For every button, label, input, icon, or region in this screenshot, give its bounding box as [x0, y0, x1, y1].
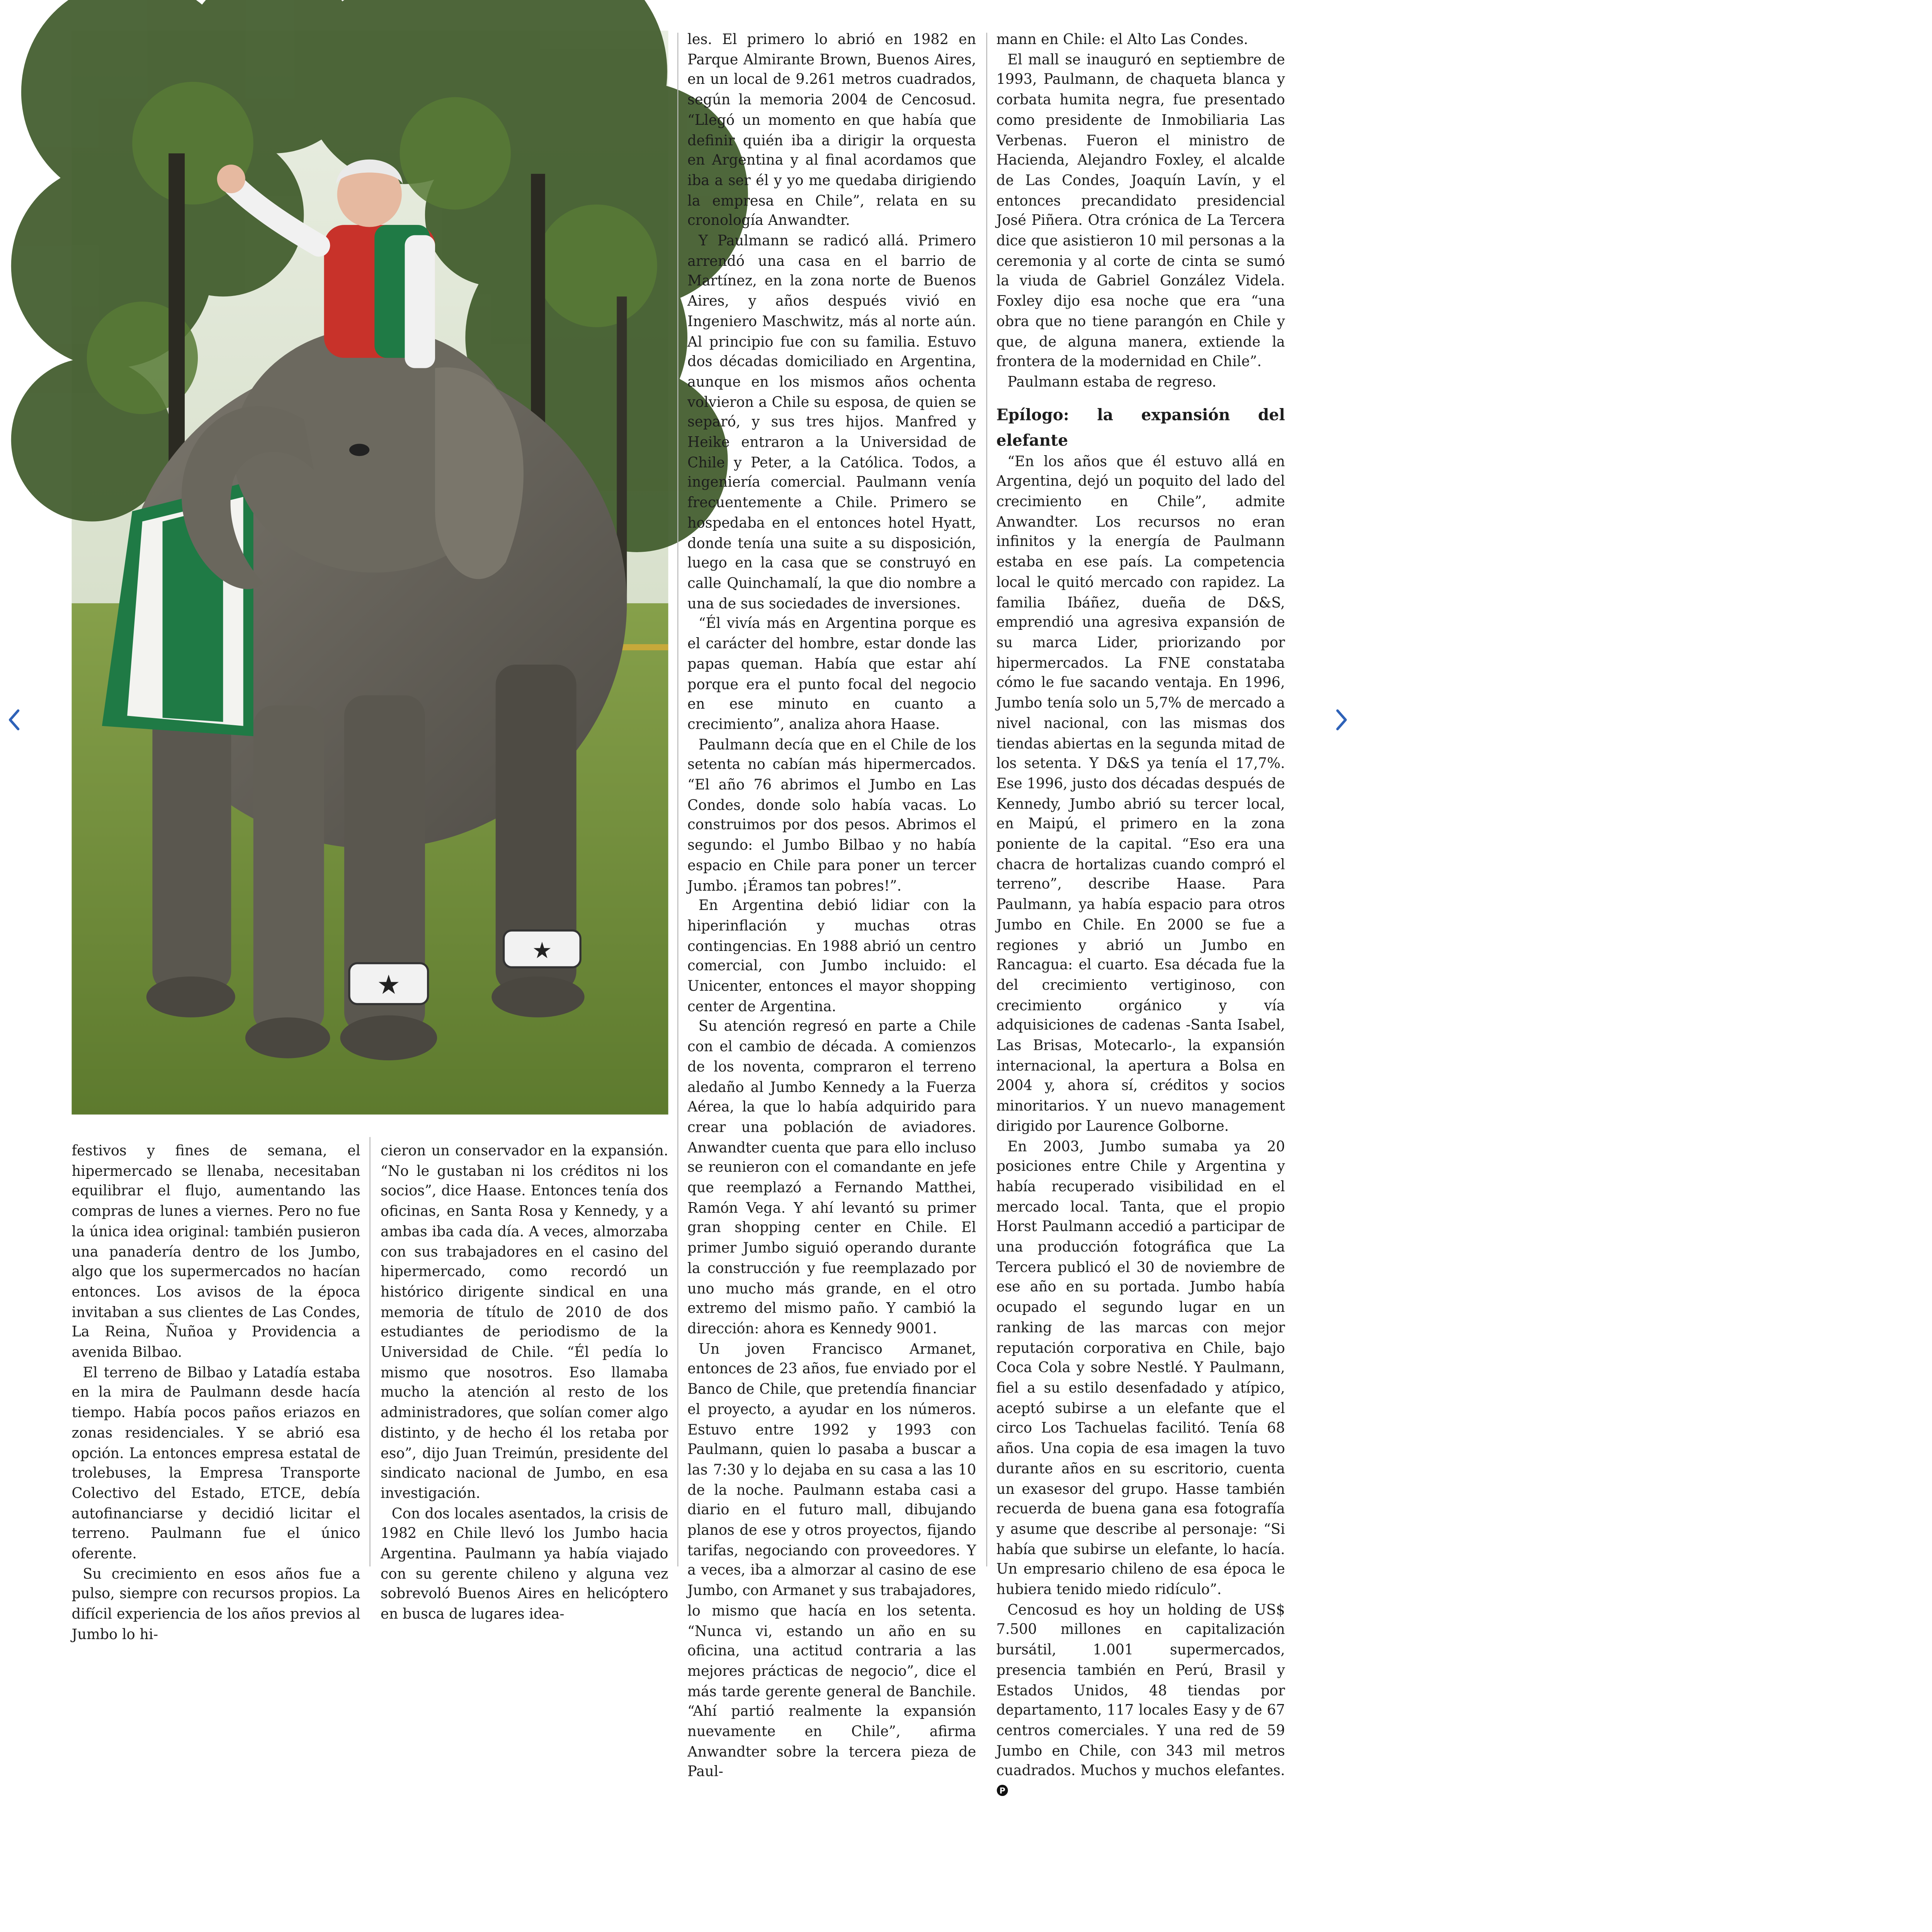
- svg-text:★: ★: [377, 969, 401, 1001]
- paragraph: “En los años que él estuvo allá en Argentina, dejó un poquito del lado del crecimiento en Chile”, admite Anwandter. Los recursos no eran infinitos y la energía de Paulmann estaba en ese país. La competencia local le quitó mercado con rapidez. La familia Ibáñez, dueña de D&S, emprendió una agresiva expansión de su marca Lider, priorizando por hipermercados. La FNE constataba cómo le fue sacando ventaja. En 1996, Jumbo tenía solo un 5,7% de mercado a nivel nacional, con las mismas dos tiendas abiertas en la segunda mitad de los setenta. Y D&S ya tenía el 17,7%. Ese 1996, justo dos décadas después de Kennedy, Jumbo abrió su tercer local, en Maipú, el primero en la zona poniente de la capital. “Eso era una chacra de hortalizas cuando compró el terreno”, describe Haase. Para Paulmann, ya había espacio para otros Jumbo en Chile. En 2000 se fue a regiones y abrió un Jumbo en Rancagua: el cuarto. Esa década fue la del crecimiento vertiginoso, con crecimiento orgánico y vía adquisiciones de cadenas -Santa Isabel, Las Brisas, Motecarlo-, la expansión internacional, la apertura a Bolsa en 2004 y, ahora sí, créditos y socios minoritarios. Y un nuevo management dirigido por Laurence Golborne.: [996, 454, 1285, 1135]
- paragraph: Con dos locales asentados, la crisis de 1982 en Chile llevó los Jumbo hacia Argentina. Paulmann ya había viajado con su gerente chileno y alguna vez sobrevoló Buenos Aires en helicóptero en busca de lugares idea-: [380, 1505, 668, 1623]
- elephant-photo: [71, 31, 668, 1114]
- chevron-left-icon: [2, 704, 26, 735]
- paragraph: les. El primero lo abrió en 1982 en Parque Almirante Brown, Buenos Aires, en un local de 9.261 metros cuadrados, según la memoria 2004 de Cencosud. “Llegó un momento en que había que definir quién iba a dirigir la orquesta en Argentina y al final acordamos que iba a ser él y yo me quedaba dirigiendo la empresa en Chile”, relata en su cronología Anwandter.: [687, 32, 976, 230]
- paragraph-text: Cencosud es hoy un holding de US$ 7.500 millones en capitalización bursátil, 1.001 supermercados, presencia también en Perú, Brasil y Estados Unidos, 48 tiendas por departamento, 117 locales Easy y de 67 centros comerciales. Y una red de 59 Jumbo en Chile, con 343 mil metros cuadrados. Muchos y muchos elefantes.: [996, 1602, 1285, 1780]
- paragraph: El terreno de Bilbao y Latadía estaba en la mira de Paulmann desde hacía tiempo. Había pocos paños eriazos en zonas residenciales. Y se abrió esa opción. La entonces empresa estatal de trolebuses, la Empresa Transporte Colectivo del Estado, ETCE, debía autofinanciarse y decidió licitar el terreno. Paulmann fue el único oferente.: [71, 1364, 361, 1563]
- paragraph: En 2003, Jumbo sumaba ya 20 posiciones entre Chile y Argentina y había recuperado visibilidad en el mercado local. Tanta, que el propio Horst Paulmann accedió a participar de una producción fotográfica que La Tercera publicó el 30 de noviembre de ese año en su portada. Jumbo había ocupado el segundo lugar en un ranking de las marcas con mejor reputación corporativa en Chile, bajo Coca Cola y sobre Nestlé. Y Paulmann, fiel a su estilo desenfadado y atípico, aceptó subirse a un elefante que el circo Los Tachuelas facilitó. Tenía 68 años. Una copia de esa imagen la tuvo durante años en su escritorio, cuenta un exasesor del grupo. Hasse también recuerda de buena gana esa fotografía y asume que describe al personaje: “Si había que subirse un elefante, lo hacía. Un empresario chileno de esa época le hubiera tenido miedo ridículo”.: [996, 1138, 1285, 1599]
- column-rule: [677, 33, 679, 1566]
- prev-page-button[interactable]: [2, 704, 26, 735]
- chevron-right-icon: [1330, 704, 1354, 735]
- paragraph: Su crecimiento en esos años fue a pulso, siempre con recursos propios. La difícil experiencia de los años previos al Jumbo lo hi-: [71, 1566, 361, 1643]
- paragraph: Un joven Francisco Armanet, entonces de 23 años, fue enviado por el Banco de Chile, que pretendía financiar el proyecto, a ayudar en los números. Estuvo entre 1992 y 1993 con Paulmann, quien lo pasaba a buscar a las 7:30 y lo dejaba en su casa a las 10 de la noche. Paulmann estaba casi a diario en el futuro mall, dibujando planos de ese y otros proyectos, fijando tarifas, negociando con proveedores. Y a veces, iba a almorzar al casino de ese Jumbo, con Armanet y sus trabajadores, lo mismo que hacía en los setenta. “Nunca vi, estando un año en su oficina, una actitud contraria a las mejores prácticas de negocio”, dice el más tarde gerente general de Banchile. “Ahí partió realmente la expansión nuevamente en Chile”, afirma Anwandter sobre la tercera pieza de Paul-: [687, 1341, 976, 1781]
- svg-text:★: ★: [532, 937, 552, 964]
- end-of-article-icon: [996, 1784, 1008, 1797]
- section-heading: Epílogo: la expansión del elefante: [996, 404, 1285, 450]
- paragraph: En Argentina debió lidiar con la hiperinflación y muchas otras contingencias. En 1988 abrió un centro comercial, con Jumbo incluido: el Unicenter, entonces el mayor shopping center de Argentina.: [687, 898, 976, 1015]
- article-column-3: [687, 31, 976, 1781]
- next-page-button[interactable]: [1330, 704, 1354, 735]
- article-column-4: [996, 31, 1285, 1796]
- column-rule: [986, 33, 987, 1566]
- paragraph: cieron un conservador en la expansión. “No le gustaban ni los créditos ni los socios”, dice Haase. Entonces tenía dos oficinas, en Santa Rosa y Kennedy, y a ambas iba cada día. A veces, almorzaba con sus trabajadores en el casino del hipermercado, como recordó un histórico dirigente sindical en una memoria de título de 2010 de dos estudiantes de periodismo de la Universidad de Chile. “Él pedía lo mismo que nosotros. Eso llamaba mucho la atención al resto de los administradores, que solían comer algo distinto, y de hecho él los retaba por eso”, dijo Juan Treimún, presidente del sindicato nacional de Jumbo, en esa investigación.: [380, 1143, 668, 1502]
- article-column-bottom-middle: [380, 1142, 668, 1623]
- paragraph: [996, 1601, 1285, 1802]
- paragraph: Y Paulmann se radicó allá. Primero arrendó una casa en el barrio de Martínez, en la zona norte de Buenos Aires, y años después vivió en Ingeniero Maschwitz, más al norte aún. Al principio fue con su familia. Estuvo dos décadas domiciliado en Argentina, aunque en los mismos años ochenta volvieron a Chile su esposa, de quien se separó, y sus tres hijos. Manfred y Heike entraron a la Universidad de Chile y Peter, a la Católica. Todos, a ingeniería comercial. Paulmann venía frecuentemente a Chile. Primero se hospedaba en el entonces hotel Hyatt, donde tenía una suite a su disposición, luego en la casa que se construyó en calle Quinchamalí, la que dio nombre a una de sus sociedades de inversiones.: [687, 233, 976, 612]
- svg-text:P: P: [999, 1786, 1005, 1796]
- paragraph: El mall se inauguró en septiembre de 1993, Paulmann, de chaqueta blanca y corbata humita negra, fue presentado como presidente de Inmobiliaria Las Verbenas. Fueron el ministro de Hacienda, Alejandro Foxley, el alcalde de Las Condes, Joaquín Lavín, y el entonces precandidato presidencial José Piñera. Otra crónica de La Tercera dice que asistieron 10 mil personas a la ceremonia y al corte de cinta se sumó la viuda de Gabriel González Videla. Foxley dijo esa noche que era “una obra que no tiene parangón en Chile y que, de alguna manera, extiende la frontera de la modernidad en Chile”.: [996, 52, 1285, 371]
- article-photo: [71, 31, 668, 1114]
- paragraph: Paulmann decía que en el Chile de los setenta no cabían más hipermercados. “El año 76 abrimos el Jumbo en Las Condes, donde solo había vacas. Lo construimos por dos pesos. Abrimos el segundo: el Jumbo Bilbao y no había espacio en Chile para poner un tercer Jumbo. ¡Éramos tan pobres!”.: [687, 736, 976, 895]
- paragraph: “Él vivía más en Argentina porque es el carácter del hombre, estar donde las papas queman. Había que estar ahí porque era el punto focal del negocio en ese minuto en cuanto a crecimiento”, analiza ahora Haase.: [687, 616, 976, 733]
- column-rule: [369, 1137, 371, 1566]
- paragraph: Su atención regresó en parte a Chile con el cambio de década. A comienzos de los noventa, compraron el terreno aledaño al Jumbo Kennedy a la Fuerza Aérea, la que lo había adquirido para crear una población de aviadores. Anwandter cuenta que para ello incluso se reunieron con el comandante en jefe que reemplazó a Fernando Matthei, Ramón Vega. Y ahí levantó su primer gran shopping center en Chile. El primer Jumbo siguió operando durante la construcción y fue reemplazado por uno mucho más grande, en el otro extremo del mismo paño. Y cambió la dirección: ahora es Kennedy 9001.: [687, 1019, 976, 1338]
- paragraph: mann en Chile: el Alto Las Condes.: [996, 32, 1248, 48]
- article-column-bottom-left: [71, 1142, 361, 1643]
- paragraph: Paulmann estaba de regreso.: [1007, 374, 1217, 391]
- paragraph: festivos y fines de semana, el hipermercado se llenaba, necesitaban equilibrar el flujo, aumentando las compras de lunes a viernes. Pero no fue la única idea original: también pusieron una panadería dentro de los Jumbo, algo que los supermercados no hacían entonces. Los avisos de la época invitaban a sus clientes de Las Condes, La Reina, Ñuñoa y Providencia a avenida Bilbao.: [71, 1143, 361, 1361]
